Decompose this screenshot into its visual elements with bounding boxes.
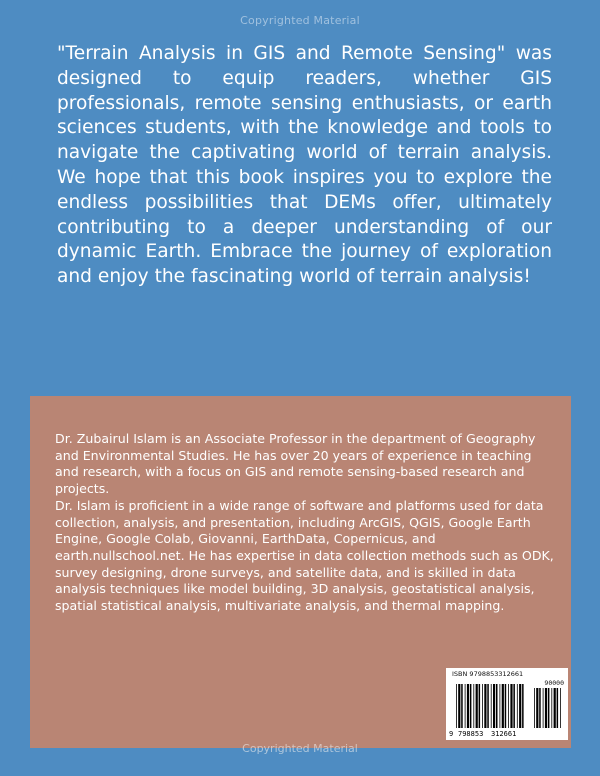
barcode-bars: [456, 684, 524, 728]
barcode-bar: [513, 684, 515, 728]
barcode-bar: [461, 684, 463, 728]
barcode-bar: [539, 688, 541, 728]
price-code: 90000: [544, 679, 564, 687]
author-bio: [55, 431, 555, 615]
barcode-digits-group1: 798853: [458, 730, 484, 738]
author-bio-box: [30, 396, 571, 748]
barcode-bar: [545, 688, 547, 728]
watermark-bottom: Copyrighted Material: [242, 742, 358, 755]
barcode-bar: [522, 684, 524, 728]
barcode-bar: [502, 684, 504, 728]
barcode-bar: [491, 684, 492, 728]
barcode-bar: [508, 684, 509, 728]
barcode-bar: [548, 688, 550, 728]
isbn-label: ISBN 9798853312661: [452, 670, 524, 678]
barcode-bar: [467, 684, 469, 728]
watermark-top: Copyrighted Material: [240, 14, 360, 27]
book-blurb: "Terrain Analysis in GIS and Remote Sensing" was designed to equip readers, whether GIS professionals, remote sensing enthusiasts, or earth sciences students, with the knowledge and tools to navigate the captivating world of terrain analysis. We hope that this book inspires you to explore the endless possibilities that DEMs offer, ultimately contributing to a deeper understanding of our dynamic Earth. Embrace the journey of exploration and enjoy the fascinating world of terrain analysis!: [57, 43, 552, 288]
barcode-graphic: [448, 678, 566, 738]
barcode-bar: [484, 684, 486, 728]
barcode-bar: [470, 684, 472, 728]
barcode-bar: [560, 688, 561, 728]
barcode-bar: [534, 688, 535, 728]
barcode-bar: [479, 684, 481, 728]
barcode-bar: [500, 684, 501, 728]
barcode-bar: [557, 688, 559, 728]
isbn-barcode: [446, 668, 568, 740]
barcode-bar: [487, 684, 489, 728]
barcode-bar: [517, 684, 518, 728]
barcode-bar: [536, 688, 538, 728]
barcode-digit-first: 9: [449, 730, 454, 738]
barcode-bar: [476, 684, 478, 728]
addon-bars: [534, 688, 561, 728]
barcode-bar: [473, 684, 474, 728]
barcode-bar: [493, 684, 495, 728]
bio-paragraph-1: Dr. Zubairul Islam is an Associate Professor in the department of Geography and Environmental Studies. He has over 20 years of experience in teaching and research, with a focus on GIS and remote sensing-based research and projects.: [55, 431, 536, 497]
barcode-digits-group2: 312661: [491, 730, 517, 738]
barcode-bar: [554, 688, 556, 728]
barcode-bar: [458, 684, 460, 728]
barcode-bar: [456, 684, 457, 728]
bio-paragraph-2: Dr. Islam is proficient in a wide range of software and platforms used for data collection, analysis, and presentation, including ArcGIS, QGIS, Google Earth Engine, Google Colab, Giovanni, EarthData, Copernicus, and earth.nullschool.net. He has expertise in data collection methods such as ODK, survey designing, drone surveys, and satellite data, and is skilled in data analysis techniques like model building, 3D analysis, geostatistical analysis, spatial statistical analysis, multivariate analysis, and thermal mapping.: [55, 497, 554, 614]
barcode-bar: [482, 684, 483, 728]
barcode-bar: [551, 688, 552, 728]
barcode-bar: [505, 684, 507, 728]
barcode-bar: [465, 684, 466, 728]
barcode-bar: [510, 684, 512, 728]
barcode-bar: [496, 684, 498, 728]
barcode-bar: [543, 688, 544, 728]
barcode-bar: [519, 684, 521, 728]
